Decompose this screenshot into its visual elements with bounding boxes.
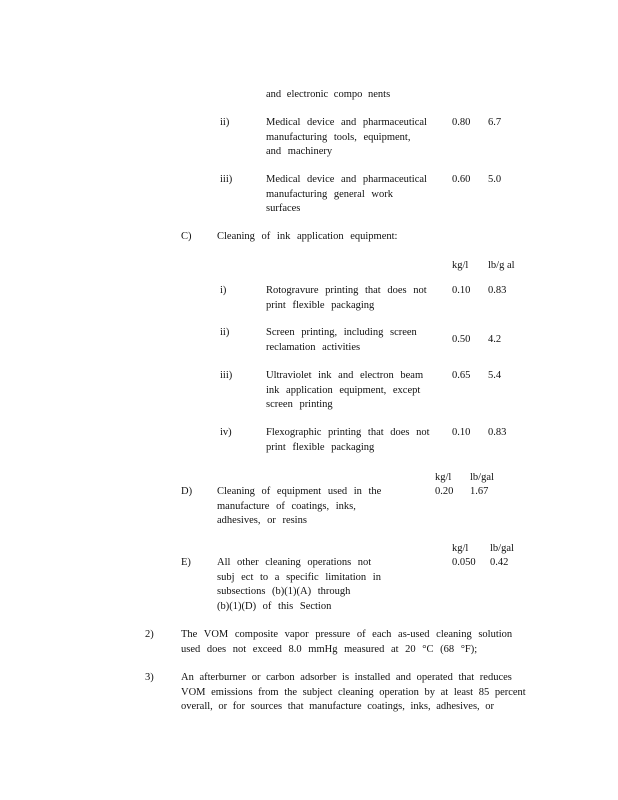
section-letter: C) [181,231,192,242]
row-number: iii) [220,370,233,381]
limit-lb-value: 5.4 [488,370,502,381]
row-description: Rotogravure printing that does not print flexible packaging [266,285,427,311]
item-number: 2) [145,629,154,640]
row-description: Medical device and pharmaceutical manufacturing general work surfaces [266,174,427,214]
limit-lb-value: 6.7 [488,117,502,128]
section-title: Cleaning of ink application equipment: [217,231,398,242]
unit-kg-header: kg/l [452,543,469,554]
row-description: Ultraviolet ink and electron beam ink application equipment, except screen printing [266,370,424,410]
row-number: ii) [220,117,230,128]
section-description: All other cleaning operations not subj ect to a specific limitation in subsections (b)(1)(A) through (b)(1)(D) of this Section [217,557,381,612]
limit-lb-value: 0.42 [490,557,509,568]
limit-lb-value: 5.0 [488,174,502,185]
limit-kg-value: 0.20 [435,486,454,497]
section-letter: D) [181,486,193,497]
continuation-text: and electronic compo nents [266,89,391,100]
item-number: 3) [145,672,154,683]
item-text: The VOM composite vapor pressure of each as-used cleaning solution used does not exceed 8.0 mmHg measured at 20 °C (68 °F); [181,629,513,655]
row-number: ii) [220,327,230,338]
row-number: iv) [220,427,232,438]
section-letter: E) [181,557,191,568]
unit-kg-header: kg/l [435,472,452,483]
row-number: iii) [220,174,233,185]
limit-lb-value: 0.83 [488,427,507,438]
row-number: i) [220,285,227,296]
section-description: Cleaning of equipment used in the manufacture of coatings, inks, adhesives, or resins [217,486,382,526]
limit-kg-value: 0.65 [452,370,471,381]
limit-kg-value: 0.80 [452,117,471,128]
limit-lb-value: 4.2 [488,334,502,345]
item-text: An afterburner or carbon adsorber is installed and operated that reduces VOM emissions from the subject cleaning operation by at least 85 percent overall, or for sources that manufacture coatings, inks, adhesives, or [181,672,526,712]
unit-lb-header: lb/g al [488,260,515,271]
limit-kg-value: 0.50 [452,334,471,345]
limit-kg-value: 0.050 [452,557,476,568]
limit-kg-value: 0.60 [452,174,471,185]
limit-kg-value: 0.10 [452,427,471,438]
limit-lb-value: 0.83 [488,285,507,296]
row-description: Flexographic printing that does not print flexible packaging [266,427,430,453]
unit-lb-header: lb/gal [470,472,494,483]
unit-kg-header: kg/l [452,260,469,271]
limit-lb-value: 1.67 [470,486,489,497]
limit-kg-value: 0.10 [452,285,471,296]
row-description: Screen printing, including screen reclamation activities [266,327,417,353]
unit-lb-header: lb/gal [490,543,514,554]
row-description: Medical device and pharmaceutical manufacturing tools, equipment, and machinery [266,117,427,157]
